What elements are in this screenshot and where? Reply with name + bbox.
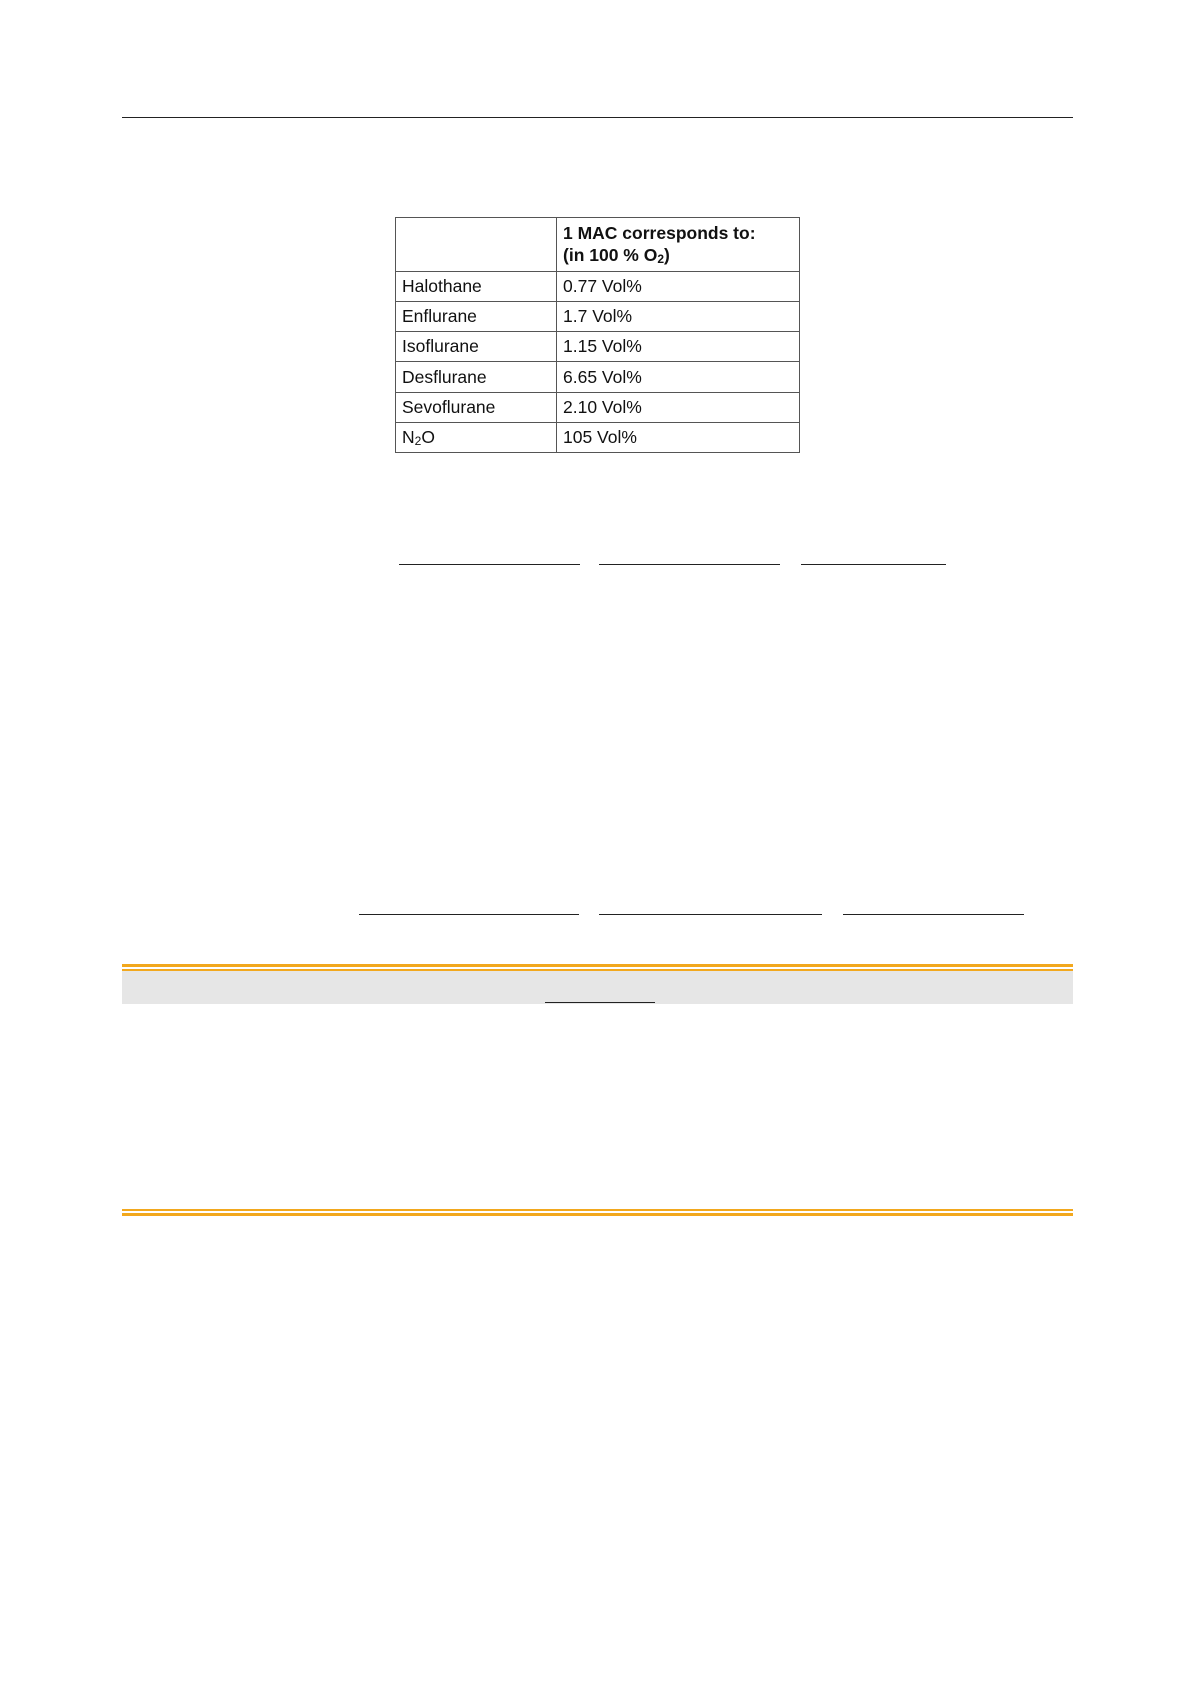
- blank-line: [801, 564, 946, 565]
- header-value-line1: 1 MAC corresponds to:: [563, 222, 756, 243]
- agent-name: Halothane: [396, 272, 557, 302]
- agent-name: Sevoflurane: [396, 392, 557, 422]
- table-row: [396, 272, 800, 302]
- agent-name: Isoflurane: [396, 332, 557, 362]
- mac-value: 105 Vol%: [557, 422, 800, 452]
- mac-value: 1.15 Vol%: [557, 332, 800, 362]
- blank-line: [599, 914, 822, 915]
- header-value-line2: (in 100 % $O_2$): [563, 244, 670, 266]
- table-header-row: [396, 218, 800, 272]
- blank-line: [399, 564, 580, 565]
- mac-value: 2.10 Vol%: [557, 392, 800, 422]
- header-rule: [122, 117, 1073, 118]
- mac-value: 0.77 Vol%: [557, 272, 800, 302]
- blank-line: [843, 914, 1024, 915]
- table-row: [396, 332, 800, 362]
- header-value-cell: [557, 218, 800, 272]
- notice-bottom-rule-inner: [122, 1209, 1073, 1211]
- notice-top-rule: [122, 964, 1073, 967]
- mac-value: 1.7 Vol%: [557, 302, 800, 332]
- mac-value: 6.65 Vol%: [557, 362, 800, 392]
- mac-table: [395, 217, 800, 453]
- table-row: [396, 422, 800, 452]
- agent-name: Desflurane: [396, 362, 557, 392]
- table-row: [396, 362, 800, 392]
- blank-line: [359, 914, 579, 915]
- table-row: [396, 392, 800, 422]
- blank-line: [599, 564, 780, 565]
- notice-title-blank: [545, 1002, 655, 1003]
- table-row: [396, 302, 800, 332]
- notice-bottom-rule: [122, 1213, 1073, 1216]
- notice-title-band: [122, 971, 1073, 1004]
- header-agent-cell: [396, 218, 557, 272]
- agent-name: Enflurane: [396, 302, 557, 332]
- agent-name-n2o: $N_2O$: [396, 422, 557, 452]
